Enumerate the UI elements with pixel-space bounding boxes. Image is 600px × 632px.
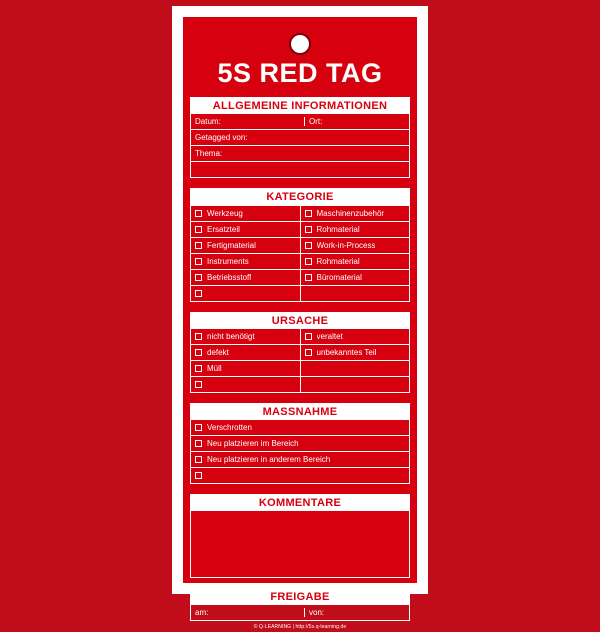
table-cell [191, 237, 300, 253]
table-cell [300, 269, 409, 285]
checkbox-label: Maschinenzubehör [316, 208, 385, 218]
checkbox-item-instruments[interactable] [191, 257, 300, 266]
checkbox-item-unbekanntes-teil[interactable] [301, 348, 410, 357]
table-row [191, 206, 409, 222]
checkbox-item-category-other[interactable] [191, 290, 300, 297]
section-header-release: FREIGABE [191, 589, 409, 605]
section-header-comments: KOMMENTARE [191, 495, 409, 511]
checkbox-label: unbekanntes Teil [316, 347, 377, 357]
section-release [190, 588, 410, 621]
checkbox-item-ersatzteil[interactable] [191, 225, 300, 234]
table-row [191, 237, 409, 253]
checkbox-label: Work-in-Process [316, 240, 376, 250]
page-title: 5S RED TAG [217, 58, 383, 88]
checkbox-icon[interactable] [195, 440, 202, 447]
table-row [191, 285, 409, 301]
red-tag-body [182, 16, 418, 630]
checkbox-item-werkzeug[interactable] [191, 209, 300, 218]
field-von[interactable]: von: [309, 607, 325, 617]
checkbox-item-defekt[interactable] [191, 348, 300, 357]
checkbox-icon[interactable] [305, 226, 312, 233]
checkbox-icon[interactable] [305, 349, 312, 356]
checkbox-icon[interactable] [195, 242, 202, 249]
field-row [191, 130, 409, 146]
field-ort[interactable]: Ort: [309, 117, 323, 127]
checkbox-icon[interactable] [305, 210, 312, 217]
reason-checkbox-grid [191, 329, 409, 392]
field-row [191, 162, 409, 177]
checkbox-label: Instruments [207, 256, 249, 266]
checkbox-label: Büromaterial [316, 272, 362, 282]
checkbox-icon[interactable] [195, 210, 202, 217]
table-row [191, 435, 409, 451]
checkbox-label: nicht benötigt [207, 331, 255, 341]
field-thema[interactable]: Thema: [195, 149, 223, 159]
table-row [191, 269, 409, 285]
table-row [191, 360, 409, 376]
checkbox-icon[interactable] [305, 258, 312, 265]
table-cell [300, 376, 409, 392]
checkbox-icon[interactable] [305, 333, 312, 340]
section-header-general-information: ALLGEMEINE INFORMATIONEN [191, 98, 409, 114]
field-getagged-von[interactable]: Getagged von: [195, 133, 248, 143]
table-cell [191, 329, 300, 345]
section-reason [190, 312, 410, 393]
field-row [191, 114, 409, 130]
checkbox-item-action-other[interactable] [191, 472, 409, 479]
table-cell [300, 329, 409, 345]
checkbox-icon[interactable] [305, 242, 312, 249]
checkbox-label: Verschrotten [207, 422, 252, 432]
checkbox-item-betriebsstoff[interactable] [191, 273, 300, 282]
field-row [191, 605, 409, 620]
footer-credit: © Q-LEARNING | http://5s.q-learning.de [253, 623, 347, 630]
section-body-general-information [191, 114, 409, 177]
checkbox-label: veraltet [316, 331, 343, 341]
table-cell [191, 221, 300, 237]
table-cell [191, 344, 300, 360]
checkbox-label: Neu platzieren in anderem Bereich [207, 454, 331, 464]
checkbox-item-reason-other[interactable] [191, 381, 300, 388]
table-row [191, 376, 409, 392]
table-cell [191, 285, 300, 301]
checkbox-label: Rohmaterial [316, 256, 360, 266]
checkbox-item-nicht-benoetigt[interactable] [191, 332, 300, 341]
table-cell [191, 206, 300, 222]
table-row [191, 221, 409, 237]
checkbox-label: Neu platzieren im Bereich [207, 438, 299, 448]
table-row [191, 451, 409, 467]
table-cell [191, 451, 409, 467]
checkbox-label: Müll [207, 363, 222, 373]
table-cell [191, 269, 300, 285]
section-comments [190, 494, 410, 578]
table-row [191, 253, 409, 269]
checkbox-label: Fertigmaterial [207, 240, 256, 250]
table-cell [300, 360, 409, 376]
checkbox-icon[interactable] [195, 290, 202, 297]
checkbox-icon[interactable] [195, 274, 202, 281]
checkbox-label: Ersatzteil [207, 224, 240, 234]
checkbox-item-verschrotten[interactable] [191, 423, 409, 432]
red-tag-card [172, 6, 428, 630]
checkbox-icon[interactable] [305, 274, 312, 281]
checkbox-label: Rohmaterial [316, 224, 360, 234]
table-cell [300, 253, 409, 269]
checkbox-icon[interactable] [195, 424, 202, 431]
table-row [191, 344, 409, 360]
table-row [191, 329, 409, 345]
section-general-information [190, 97, 410, 178]
field-row [191, 146, 409, 162]
table-cell [300, 344, 409, 360]
checkbox-icon[interactable] [195, 258, 202, 265]
checkbox-item-muell[interactable] [191, 364, 300, 373]
table-cell [191, 467, 409, 483]
checkbox-icon[interactable] [195, 226, 202, 233]
checkbox-item-veraltet[interactable] [301, 332, 410, 341]
comments-input[interactable] [191, 511, 409, 577]
table-cell [191, 435, 409, 451]
table-row [191, 420, 409, 436]
field-datum[interactable]: Datum: [191, 117, 305, 126]
table-cell [300, 221, 409, 237]
action-checkbox-list [191, 420, 409, 483]
checkbox-icon[interactable] [195, 333, 202, 340]
section-action [190, 403, 410, 484]
checkbox-label: Werkzeug [207, 208, 243, 218]
table-cell [300, 206, 409, 222]
table-cell [191, 376, 300, 392]
table-cell [191, 253, 300, 269]
table-cell [191, 360, 300, 376]
checkbox-icon[interactable] [195, 472, 202, 479]
checkbox-icon[interactable] [195, 381, 202, 388]
checkbox-item-rohmaterial-2[interactable] [301, 257, 410, 266]
section-header-action: MASSNAHME [191, 404, 409, 420]
section-category [190, 188, 410, 301]
checkbox-item-neu-platzieren-im-bereich[interactable] [191, 439, 409, 448]
table-row [191, 467, 409, 483]
table-cell [300, 285, 409, 301]
checkbox-label: defekt [207, 347, 229, 357]
checkbox-item-rohmaterial-1[interactable] [301, 225, 410, 234]
checkbox-icon[interactable] [195, 456, 202, 463]
checkbox-item-neu-platzieren-in-anderem-bereich[interactable] [191, 455, 409, 464]
field-am[interactable]: am: [191, 608, 305, 617]
checkbox-item-work-in-process[interactable] [301, 241, 410, 250]
checkbox-icon[interactable] [195, 349, 202, 356]
checkbox-item-bueromaterial[interactable] [301, 273, 410, 282]
table-cell [300, 237, 409, 253]
section-header-category: KATEGORIE [191, 189, 409, 205]
checkbox-item-fertigmaterial[interactable] [191, 241, 300, 250]
checkbox-icon[interactable] [195, 365, 202, 372]
punch-hole-icon [289, 33, 311, 55]
table-cell [191, 420, 409, 436]
checkbox-label: Betriebsstoff [207, 272, 252, 282]
section-header-reason: URSACHE [191, 313, 409, 329]
category-checkbox-grid [191, 206, 409, 301]
checkbox-item-maschinenzubehoer[interactable] [301, 209, 410, 218]
